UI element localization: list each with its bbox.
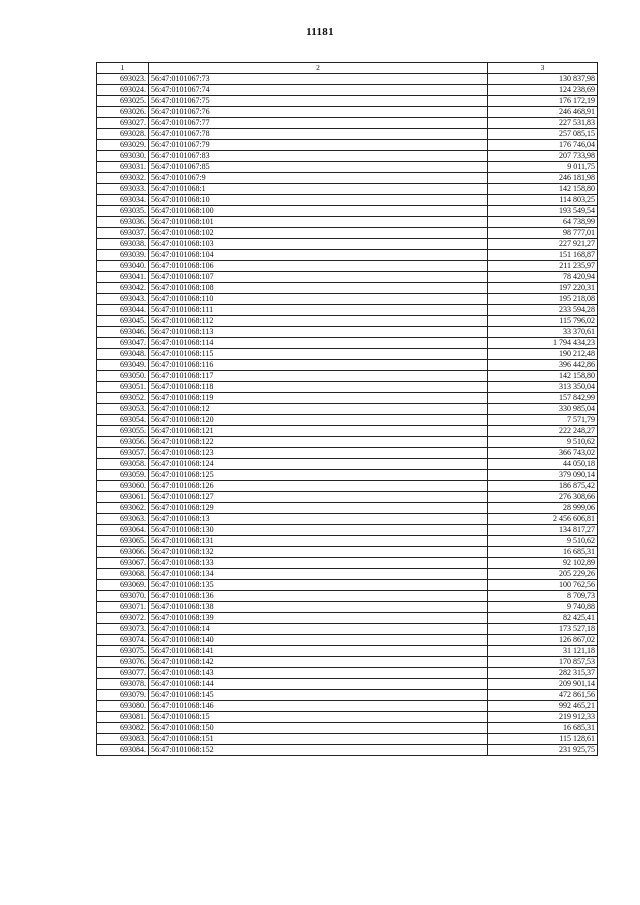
row-number-cell: 693075.	[97, 646, 149, 657]
value-cell: 92 102,89	[488, 558, 598, 569]
cadastral-number-cell: 56:47:0101068:118	[149, 382, 488, 393]
table-row	[97, 470, 598, 481]
table-row	[97, 261, 598, 272]
table-row	[97, 85, 598, 96]
cadastral-number-cell: 56:47:0101068:121	[149, 426, 488, 437]
row-number-cell: 693036.	[97, 217, 149, 228]
table-row	[97, 107, 598, 118]
cadastral-number-cell: 56:47:0101068:117	[149, 371, 488, 382]
value-cell: 227 531,83	[488, 118, 598, 129]
table-row	[97, 745, 598, 756]
cadastral-number-cell: 56:47:0101068:119	[149, 393, 488, 404]
column-header-3: 3	[488, 63, 598, 74]
value-cell: 1 794 434,23	[488, 338, 598, 349]
value-cell: 2 456 606,81	[488, 514, 598, 525]
value-cell: 9 510,62	[488, 536, 598, 547]
row-number-cell: 693063.	[97, 514, 149, 525]
table-row	[97, 448, 598, 459]
row-number-cell: 693048.	[97, 349, 149, 360]
row-number-cell: 693059.	[97, 470, 149, 481]
row-number-cell: 693055.	[97, 426, 149, 437]
value-cell: 472 861,56	[488, 690, 598, 701]
table-row	[97, 635, 598, 646]
table-row	[97, 437, 598, 448]
value-cell: 222 248,27	[488, 426, 598, 437]
table-row	[97, 195, 598, 206]
cadastral-number-cell: 56:47:0101068:112	[149, 316, 488, 327]
value-cell: 313 350,04	[488, 382, 598, 393]
table-row	[97, 525, 598, 536]
value-cell: 257 085,15	[488, 129, 598, 140]
row-number-cell: 693067.	[97, 558, 149, 569]
value-cell: 173 527,18	[488, 624, 598, 635]
value-cell: 98 777,01	[488, 228, 598, 239]
row-number-cell: 693071.	[97, 602, 149, 613]
table-row	[97, 239, 598, 250]
cadastral-number-cell: 56:47:0101068:151	[149, 734, 488, 745]
row-number-cell: 693044.	[97, 305, 149, 316]
value-cell: 64 738,99	[488, 217, 598, 228]
cadastral-number-cell: 56:47:0101068:111	[149, 305, 488, 316]
row-number-cell: 693060.	[97, 481, 149, 492]
table-row	[97, 514, 598, 525]
cadastral-number-cell: 56:47:0101067:78	[149, 129, 488, 140]
table-row	[97, 580, 598, 591]
table-row	[97, 250, 598, 261]
row-number-cell: 693065.	[97, 536, 149, 547]
table-row	[97, 151, 598, 162]
table-row	[97, 734, 598, 745]
cadastral-number-cell: 56:47:0101068:10	[149, 195, 488, 206]
table-row	[97, 459, 598, 470]
table-row	[97, 316, 598, 327]
value-cell: 8 709,73	[488, 591, 598, 602]
value-cell: 176 746,04	[488, 140, 598, 151]
table-row	[97, 415, 598, 426]
value-cell: 16 685,31	[488, 547, 598, 558]
value-cell: 195 218,08	[488, 294, 598, 305]
cadastral-number-cell: 56:47:0101068:113	[149, 327, 488, 338]
table-row	[97, 536, 598, 547]
cadastral-number-cell: 56:47:0101068:126	[149, 481, 488, 492]
value-cell: 124 238,69	[488, 85, 598, 96]
value-cell: 31 121,18	[488, 646, 598, 657]
row-number-cell: 693028.	[97, 129, 149, 140]
table-row	[97, 602, 598, 613]
row-number-cell: 693042.	[97, 283, 149, 294]
cadastral-number-cell: 56:47:0101068:139	[149, 613, 488, 624]
value-cell: 115 796,02	[488, 316, 598, 327]
cadastral-number-cell: 56:47:0101068:138	[149, 602, 488, 613]
value-cell: 33 370,61	[488, 327, 598, 338]
cadastral-number-cell: 56:47:0101068:145	[149, 690, 488, 701]
table-header-row	[97, 63, 598, 74]
value-cell: 227 921,27	[488, 239, 598, 250]
table-row	[97, 668, 598, 679]
table-row	[97, 371, 598, 382]
cadastral-number-cell: 56:47:0101068:107	[149, 272, 488, 283]
table-row	[97, 547, 598, 558]
row-number-cell: 693026.	[97, 107, 149, 118]
cadastral-number-cell: 56:47:0101068:146	[149, 701, 488, 712]
table-row	[97, 327, 598, 338]
row-number-cell: 693035.	[97, 206, 149, 217]
table-row	[97, 228, 598, 239]
value-cell: 16 685,31	[488, 723, 598, 734]
row-number-cell: 693058.	[97, 459, 149, 470]
row-number-cell: 693077.	[97, 668, 149, 679]
row-number-cell: 693078.	[97, 679, 149, 690]
cadastral-number-cell: 56:47:0101067:77	[149, 118, 488, 129]
cadastral-number-cell: 56:47:0101068:132	[149, 547, 488, 558]
cadastral-number-cell: 56:47:0101068:100	[149, 206, 488, 217]
cadastral-number-cell: 56:47:0101068:144	[149, 679, 488, 690]
value-cell: 130 837,98	[488, 74, 598, 85]
cadastral-number-cell: 56:47:0101068:129	[149, 503, 488, 514]
cadastral-number-cell: 56:47:0101068:14	[149, 624, 488, 635]
row-number-cell: 693068.	[97, 569, 149, 580]
table-row	[97, 404, 598, 415]
table-row	[97, 217, 598, 228]
value-cell: 176 172,19	[488, 96, 598, 107]
cadastral-number-cell: 56:47:0101067:76	[149, 107, 488, 118]
row-number-cell: 693025.	[97, 96, 149, 107]
cadastral-number-cell: 56:47:0101068:133	[149, 558, 488, 569]
cadastral-number-cell: 56:47:0101068:135	[149, 580, 488, 591]
table-row	[97, 701, 598, 712]
row-number-cell: 693033.	[97, 184, 149, 195]
value-cell: 186 875,42	[488, 481, 598, 492]
cadastral-number-cell: 56:47:0101067:85	[149, 162, 488, 173]
row-number-cell: 693062.	[97, 503, 149, 514]
table-row	[97, 613, 598, 624]
cadastral-number-cell: 56:47:0101068:114	[149, 338, 488, 349]
row-number-cell: 693043.	[97, 294, 149, 305]
table-row	[97, 184, 598, 195]
row-number-cell: 693054.	[97, 415, 149, 426]
cadastral-number-cell: 56:47:0101068:150	[149, 723, 488, 734]
cadastral-number-cell: 56:47:0101068:15	[149, 712, 488, 723]
cadastral-number-cell: 56:47:0101068:13	[149, 514, 488, 525]
registry-table	[96, 62, 598, 756]
cadastral-number-cell: 56:47:0101067:9	[149, 173, 488, 184]
row-number-cell: 693066.	[97, 547, 149, 558]
table-row	[97, 283, 598, 294]
row-number-cell: 693083.	[97, 734, 149, 745]
row-number-cell: 693053.	[97, 404, 149, 415]
cadastral-number-cell: 56:47:0101068:142	[149, 657, 488, 668]
value-cell: 78 420,94	[488, 272, 598, 283]
value-cell: 28 999,06	[488, 503, 598, 514]
cadastral-number-cell: 56:47:0101068:120	[149, 415, 488, 426]
value-cell: 366 743,02	[488, 448, 598, 459]
table-row	[97, 338, 598, 349]
table-row	[97, 690, 598, 701]
cadastral-number-cell: 56:47:0101068:12	[149, 404, 488, 415]
cadastral-number-cell: 56:47:0101068:141	[149, 646, 488, 657]
value-cell: 205 229,26	[488, 569, 598, 580]
row-number-cell: 693030.	[97, 151, 149, 162]
row-number-cell: 693024.	[97, 85, 149, 96]
row-number-cell: 693061.	[97, 492, 149, 503]
row-number-cell: 693073.	[97, 624, 149, 635]
cadastral-number-cell: 56:47:0101068:152	[149, 745, 488, 756]
row-number-cell: 693039.	[97, 250, 149, 261]
cadastral-number-cell: 56:47:0101068:108	[149, 283, 488, 294]
cadastral-number-cell: 56:47:0101068:122	[149, 437, 488, 448]
row-number-cell: 693034.	[97, 195, 149, 206]
cadastral-number-cell: 56:47:0101068:106	[149, 261, 488, 272]
value-cell: 126 867,02	[488, 635, 598, 646]
value-cell: 9 740,88	[488, 602, 598, 613]
value-cell: 115 128,61	[488, 734, 598, 745]
cadastral-number-cell: 56:47:0101068:140	[149, 635, 488, 646]
table-row	[97, 294, 598, 305]
value-cell: 114 803,25	[488, 195, 598, 206]
table-row	[97, 162, 598, 173]
row-number-cell: 693080.	[97, 701, 149, 712]
value-cell: 211 235,97	[488, 261, 598, 272]
value-cell: 142 158,80	[488, 371, 598, 382]
table-row	[97, 382, 598, 393]
cadastral-number-cell: 56:47:0101068:115	[149, 349, 488, 360]
row-number-cell: 693051.	[97, 382, 149, 393]
table-row	[97, 679, 598, 690]
row-number-cell: 693081.	[97, 712, 149, 723]
table-row	[97, 305, 598, 316]
value-cell: 151 168,87	[488, 250, 598, 261]
table-row	[97, 129, 598, 140]
table-row	[97, 657, 598, 668]
cadastral-number-cell: 56:47:0101068:125	[149, 470, 488, 481]
cadastral-number-cell: 56:47:0101068:134	[149, 569, 488, 580]
row-number-cell: 693084.	[97, 745, 149, 756]
table-row	[97, 206, 598, 217]
value-cell: 207 733,98	[488, 151, 598, 162]
cadastral-number-cell: 56:47:0101068:103	[149, 239, 488, 250]
value-cell: 7 571,79	[488, 415, 598, 426]
row-number-cell: 693041.	[97, 272, 149, 283]
value-cell: 44 050,18	[488, 459, 598, 470]
row-number-cell: 693076.	[97, 657, 149, 668]
value-cell: 379 090,14	[488, 470, 598, 481]
row-number-cell: 693047.	[97, 338, 149, 349]
value-cell: 246 468,91	[488, 107, 598, 118]
table-row	[97, 393, 598, 404]
table-row	[97, 118, 598, 129]
row-number-cell: 693040.	[97, 261, 149, 272]
value-cell: 157 842,99	[488, 393, 598, 404]
value-cell: 992 465,21	[488, 701, 598, 712]
row-number-cell: 693057.	[97, 448, 149, 459]
value-cell: 100 762,56	[488, 580, 598, 591]
cadastral-number-cell: 56:47:0101068:1	[149, 184, 488, 195]
row-number-cell: 693031.	[97, 162, 149, 173]
table-row	[97, 624, 598, 635]
table-row	[97, 272, 598, 283]
table-row	[97, 723, 598, 734]
cadastral-number-cell: 56:47:0101067:79	[149, 140, 488, 151]
cadastral-number-cell: 56:47:0101068:124	[149, 459, 488, 470]
table-row	[97, 712, 598, 723]
table-row	[97, 74, 598, 85]
value-cell: 219 912,33	[488, 712, 598, 723]
table-row	[97, 173, 598, 184]
cadastral-number-cell: 56:47:0101068:136	[149, 591, 488, 602]
value-cell: 209 901,14	[488, 679, 598, 690]
value-cell: 190 212,48	[488, 349, 598, 360]
cadastral-number-cell: 56:47:0101068:143	[149, 668, 488, 679]
row-number-cell: 693045.	[97, 316, 149, 327]
table-row	[97, 558, 598, 569]
value-cell: 330 985,04	[488, 404, 598, 415]
row-number-cell: 693046.	[97, 327, 149, 338]
row-number-cell: 693070.	[97, 591, 149, 602]
value-cell: 282 315,37	[488, 668, 598, 679]
row-number-cell: 693032.	[97, 173, 149, 184]
row-number-cell: 693056.	[97, 437, 149, 448]
cadastral-number-cell: 56:47:0101068:102	[149, 228, 488, 239]
value-cell: 193 549,54	[488, 206, 598, 217]
table-row	[97, 646, 598, 657]
value-cell: 197 220,31	[488, 283, 598, 294]
value-cell: 170 857,53	[488, 657, 598, 668]
row-number-cell: 693079.	[97, 690, 149, 701]
row-number-cell: 693069.	[97, 580, 149, 591]
table-row	[97, 492, 598, 503]
value-cell: 142 158,80	[488, 184, 598, 195]
row-number-cell: 693049.	[97, 360, 149, 371]
cadastral-number-cell: 56:47:0101067:74	[149, 85, 488, 96]
table-row	[97, 569, 598, 580]
cadastral-number-cell: 56:47:0101068:104	[149, 250, 488, 261]
row-number-cell: 693037.	[97, 228, 149, 239]
cadastral-number-cell: 56:47:0101067:83	[149, 151, 488, 162]
table-row	[97, 426, 598, 437]
row-number-cell: 693038.	[97, 239, 149, 250]
value-cell: 396 442,86	[488, 360, 598, 371]
value-cell: 82 425,41	[488, 613, 598, 624]
value-cell: 246 181,98	[488, 173, 598, 184]
cadastral-number-cell: 56:47:0101068:116	[149, 360, 488, 371]
table-row	[97, 360, 598, 371]
registry-table-body	[97, 63, 598, 756]
cadastral-number-cell: 56:47:0101068:101	[149, 217, 488, 228]
row-number-cell: 693052.	[97, 393, 149, 404]
column-header-1: 1	[97, 63, 149, 74]
cadastral-number-cell: 56:47:0101067:75	[149, 96, 488, 107]
value-cell: 9 011,75	[488, 162, 598, 173]
value-cell: 9 510,62	[488, 437, 598, 448]
row-number-cell: 693029.	[97, 140, 149, 151]
value-cell: 231 925,75	[488, 745, 598, 756]
table-row	[97, 481, 598, 492]
cadastral-number-cell: 56:47:0101068:123	[149, 448, 488, 459]
value-cell: 233 594,28	[488, 305, 598, 316]
page-number: 11181	[306, 26, 334, 38]
cadastral-number-cell: 56:47:0101068:127	[149, 492, 488, 503]
row-number-cell: 693050.	[97, 371, 149, 382]
row-number-cell: 693074.	[97, 635, 149, 646]
table-row	[97, 503, 598, 514]
row-number-cell: 693082.	[97, 723, 149, 734]
value-cell: 276 308,66	[488, 492, 598, 503]
value-cell: 134 817,27	[488, 525, 598, 536]
cadastral-number-cell: 56:47:0101068:130	[149, 525, 488, 536]
cadastral-number-cell: 56:47:0101068:110	[149, 294, 488, 305]
cadastral-number-cell: 56:47:0101068:131	[149, 536, 488, 547]
table-row	[97, 96, 598, 107]
table-row	[97, 349, 598, 360]
cadastral-number-cell: 56:47:0101067:73	[149, 74, 488, 85]
column-header-2: 2	[149, 63, 488, 74]
table-row	[97, 591, 598, 602]
row-number-cell: 693027.	[97, 118, 149, 129]
row-number-cell: 693064.	[97, 525, 149, 536]
row-number-cell: 693072.	[97, 613, 149, 624]
table-row	[97, 140, 598, 151]
row-number-cell: 693023.	[97, 74, 149, 85]
